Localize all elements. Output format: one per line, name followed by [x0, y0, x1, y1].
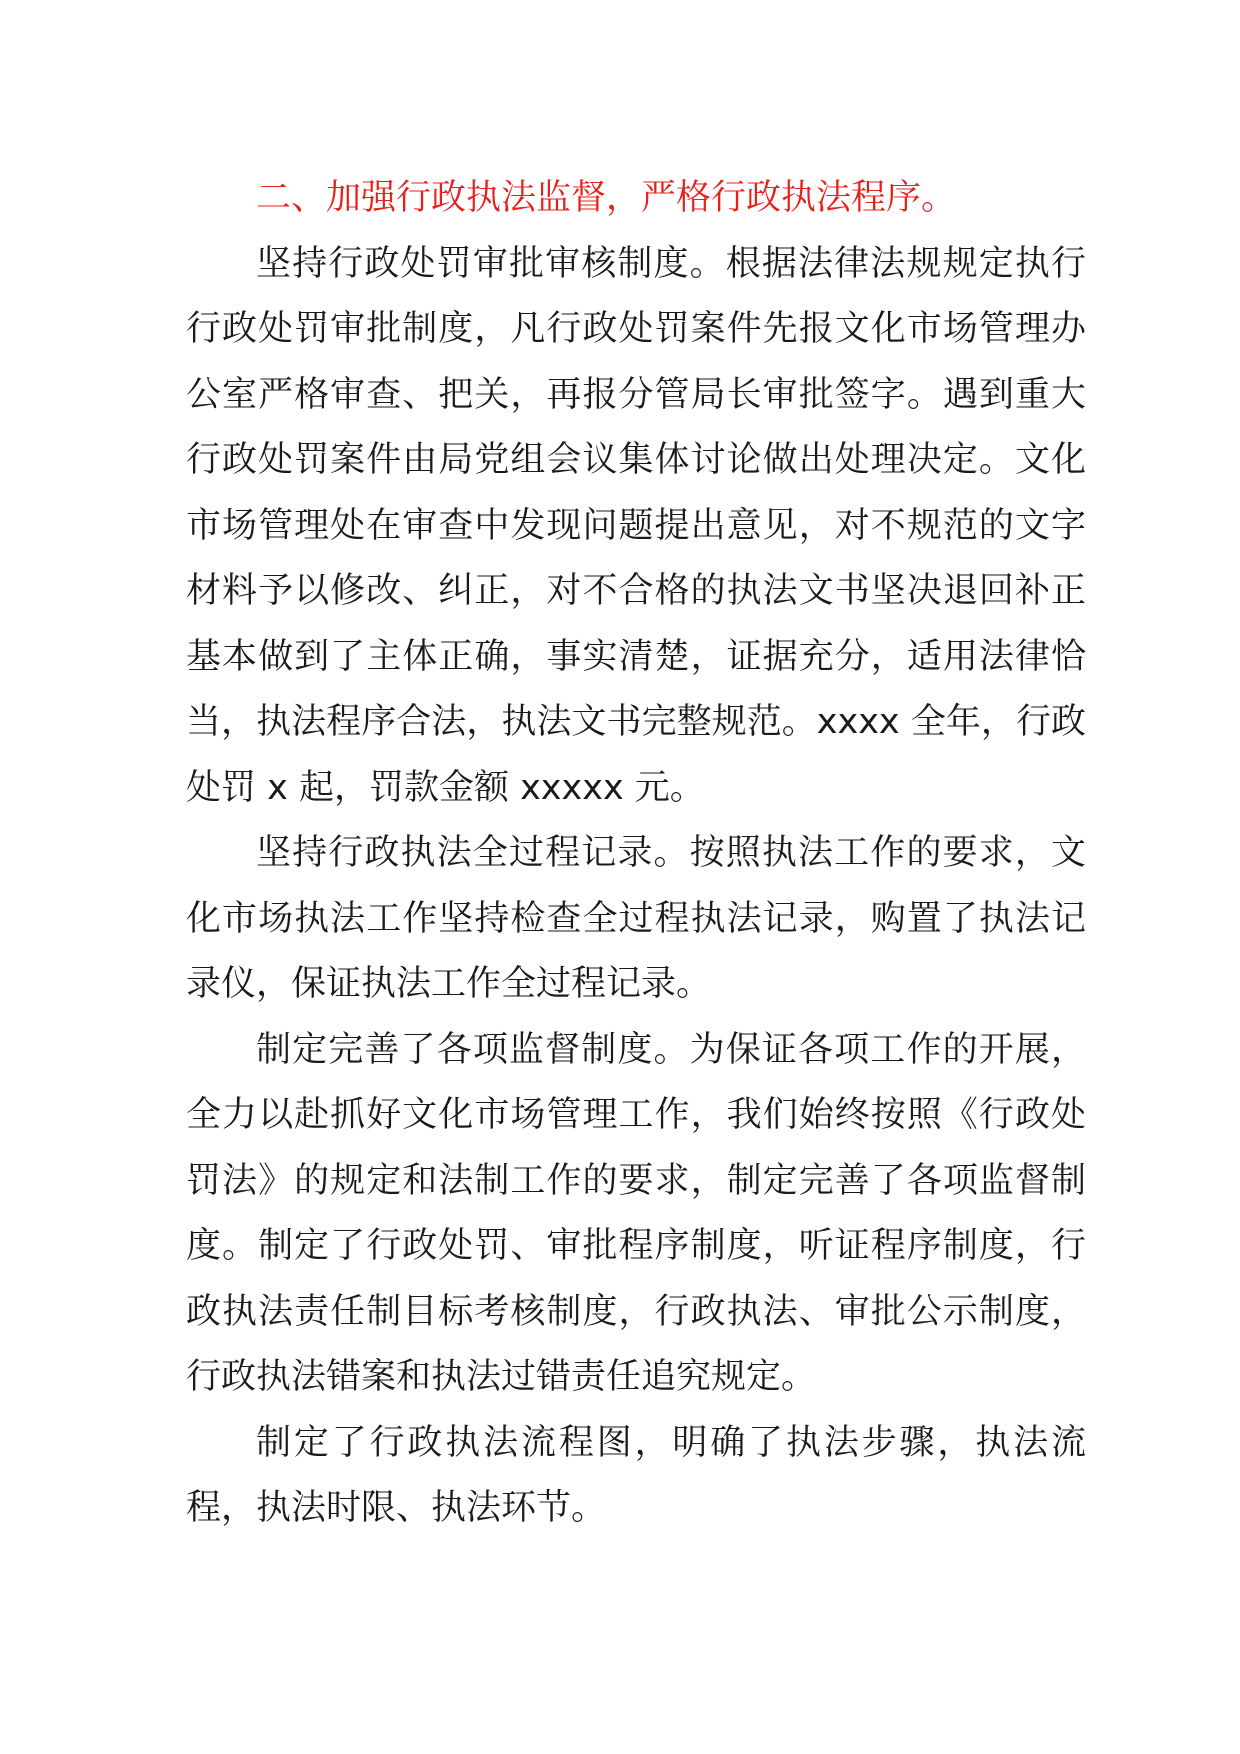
paragraph-enforcement-flowchart: 制定了行政执法流程图，明确了执法步骤，执法流程，执法时限、执法环节。: [186, 1422, 1086, 1528]
paragraph-full-process-record: 坚持行政执法全过程记录。按照执法工作的要求，文化市场执法工作坚持检查全过程执法记录，购置了执法记录仪，保证执法工作全过程记录。: [186, 833, 1086, 1004]
paragraph-penalty-approval: 坚持行政处罚审批审核制度。根据法律法规规定执行行政处罚审批制度，凡行政处罚案件先报文化市场管理办公室严格审查、把关，再报分管局长审批签字。遇到重大行政处罚案件由局党组会议集体讨论做出处理决定。文化市场管理处在审查中发现问题提出意见，对不规范的文字材料予以修改、纠正，对不合格的执法文书坚决退回补正基本做到了主体正确，事实清楚，证据充分，适用法律恰当，执法程序合法，执法文书完整规范。xxxx 全年，行政处罚 x 起，罚款金额 xxxxx 元。: [186, 243, 1086, 808]
document-body: [186, 166, 1086, 1542]
paragraph-supervision-systems: 制定完善了各项监督制度。为保证各项工作的开展，全力以赴抓好文化市场管理工作，我们始终按照《行政处罚法》的规定和法制工作的要求，制定完善了各项监督制度。制定了行政处罚、审批程序制度，听证程序制度，行政执法责任制目标考核制度，行政执法、审批公示制度，行政执法错案和执法过错责任追究规定。: [186, 1029, 1086, 1397]
section-heading: 二、加强行政执法监督，严格行政执法程序。: [256, 178, 957, 218]
